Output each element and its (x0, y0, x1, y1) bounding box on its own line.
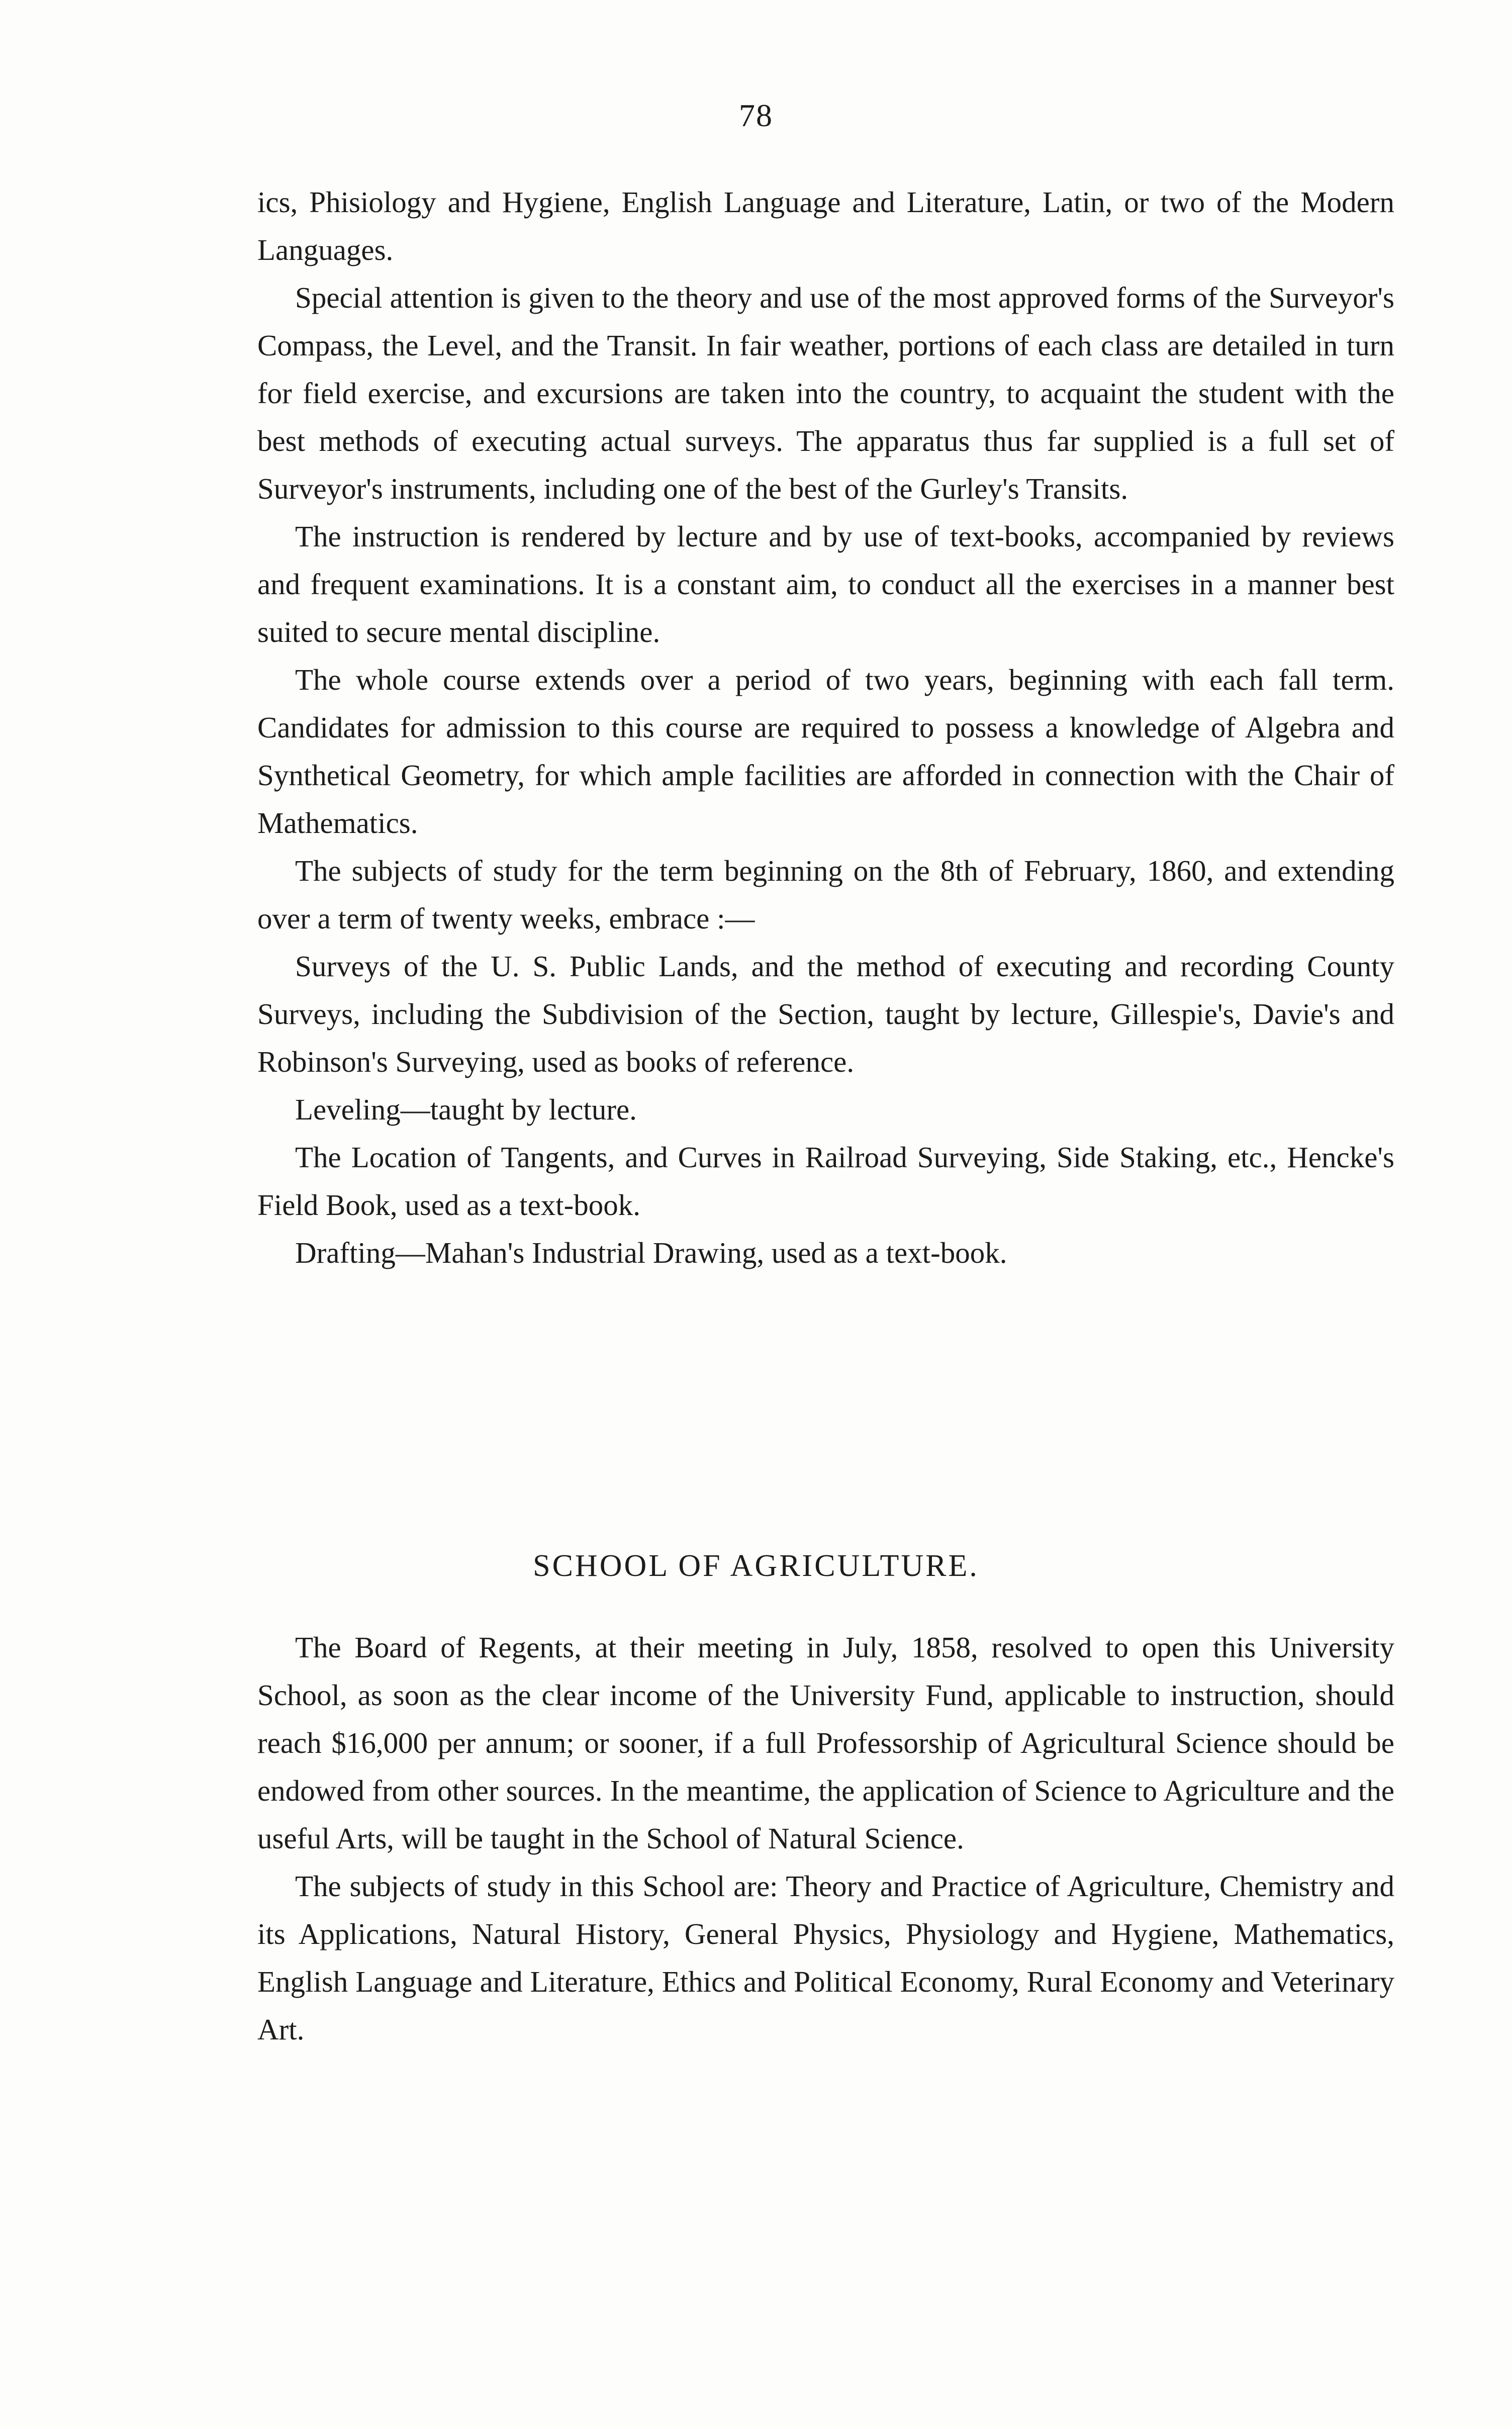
agriculture-text (257, 1624, 1394, 2053)
surveying-course-text (257, 178, 1394, 1277)
paragraph-instruments: Special attention is given to the theory and use of the most approved forms of the Surveyor's Compass, the Level, and the Transit. In fair weather, portions of each class are detailed in turn for field exercise, and excursions are taken into the country, to acquaint the student with the best methods of executing actual surveys. The apparatus thus far supplied is a full set of Surveyor's instruments, including one of the best of the Gurley's Transits. (257, 281, 1394, 505)
list-item-leveling: Leveling—taught by lecture. (295, 1093, 637, 1126)
list-item-tangents: The Location of Tangents, and Curves in Railroad Surveying, Side Staking, etc., Hencke's Field Book, used as a text-book. (257, 1141, 1394, 1222)
paragraph-agriculture-subjects: The subjects of study in this School are: Theory and Practice of Agriculture, Chemistry and its Applications, Natural History, General Physics, Physiology and Hygiene, Mathematics, English Language and Literature, Ethics and Political Economy, Rural Economy and Veterinary Art. (257, 1870, 1394, 2046)
paragraph-course-length: The whole course extends over a period of two years, beginning with each fall term. Candidates for admission to this course are required to possess a knowledge of Algebra and Synthetical Geometry, for which ample facilities are afforded in connection with the Chair of Mathematics. (257, 663, 1394, 839)
paragraph-instruction: The instruction is rendered by lecture and by use of text-books, accompanied by reviews and frequent examinations. It is a constant aim, to conduct all the exercises in a manner best suited to secure mental discipline. (257, 520, 1394, 648)
paragraph-subjects-intro: The subjects of study for the term beginning on the 8th of February, 1860, and extending over a term of twenty weeks, embrace :— (257, 854, 1394, 935)
page-number: 78 (739, 98, 773, 133)
section-heading-agriculture: SCHOOL OF AGRICULTURE. (533, 1549, 979, 1583)
list-item-surveys: Surveys of the U. S. Public Lands, and the method of executing and recording County Surveys, including the Subdivision of the Section, taught by lecture, Gillespie's, Davie's and Robinson's Surveying, used as books of reference. (257, 950, 1394, 1078)
paragraph-continuation: ics, Phisiology and Hygiene, English Language and Literature, Latin, or two of the Modern Languages. (257, 185, 1394, 266)
paragraph-regents: The Board of Regents, at their meeting in July, 1858, resolved to open this University School, as soon as the clear income of the University Fund, applicable to instruction, should reach $16,000 per annum; or sooner, if a full Professorship of Agricultural Science should be endowed from other sources. In the meantime, the application of Science to Agriculture and the useful Arts, will be taught in the School of Natural Science. (257, 1631, 1394, 1855)
list-item-drafting: Drafting—Mahan's Industrial Drawing, used as a text-book. (295, 1236, 1007, 1269)
